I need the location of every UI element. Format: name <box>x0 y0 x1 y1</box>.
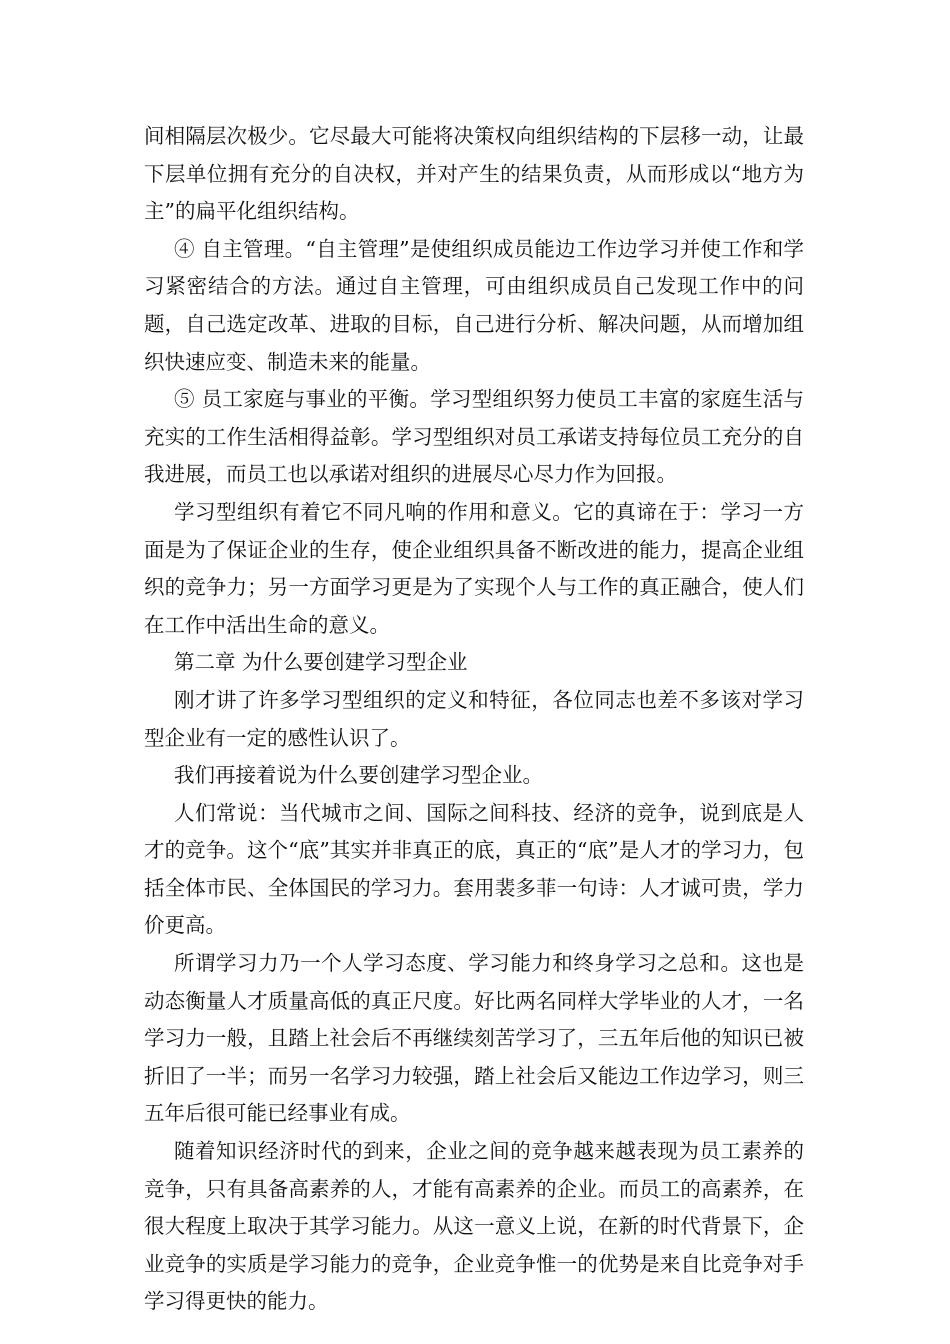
paragraph-continuation: 间相隔层次极少。它尽最大可能将决策权向组织结构的下层移一动，让最下层单位拥有充分的自决权，并对产生的结果负责，从而形成以“地方为主”的扁平化组织结构。 <box>144 124 804 224</box>
paragraph-learning-power: 所谓学习力乃一个人学习态度、学习能力和终身学习之总和。这也是动态衡量人才质量高低的真正尺度。好比两名同样大学毕业的人才，一名学习力一般，且踏上社会后不再继续刻苦学习了，三五年后他的知识已被折旧了一半；而另一名学习力较强，踏上社会后又能边工作边学习，则三五年后很可能已经事业有成。 <box>144 951 804 1126</box>
paragraph-intro: 刚才讲了许多学习型组织的定义和特征，各位同志也差不多该对学习型企业有一定的感性认识了。 <box>144 687 804 750</box>
paragraph-knowledge-economy: 随着知识经济时代的到来，企业之间的竞争越来越表现为员工素养的竞争，只有具备高素养的人，才能有高素养的企业。而员工的高素养，在很大程度上取决于其学习能力。从这一意义上说，在新的时代背景下，企业竞争的实质是学习能力的竞争，企业竞争惟一的优势是来自比竞争对手学习得更快的能力。 <box>144 1139 804 1314</box>
paragraph-transition: 我们再接着说为什么要创建学习型企业。 <box>174 763 543 788</box>
paragraph-significance: 学习型组织有着它不同凡响的作用和意义。它的真谛在于：学习一方面是为了保证企业的生存，使企业组织具备不断改进的能力，提高企业组织的竞争力；另一方面学习更是为了实现个人与工作的真正融合，使人们在工作中活出生命的意义。 <box>144 499 804 637</box>
paragraph-talent-competition: 人们常说：当代城市之间、国际之间科技、经济的竞争，说到底是人才的竞争。这个“底”其实并非真正的底，真正的“底”是人才的学习力，包括全体市民、全体国民的学习力。套用裴多菲一句诗：人才诚可贵，学力价更高。 <box>144 800 804 938</box>
document-body <box>144 118 804 1321</box>
chapter-heading: 第二章 为什么要创建学习型企业 <box>174 650 468 675</box>
paragraph-self-management: ④ 自主管理。“自主管理”是使组织成员能边工作边学习并使工作和学习紧密结合的方法。通过自主管理，可由组织成员自己发现工作中的问题，自己选定改革、进取的目标，自己进行分析、解决问题，从而增加组织快速应变、制造未来的能量。 <box>144 236 804 374</box>
paragraph-work-life-balance: ⑤ 员工家庭与事业的平衡。学习型组织努力使员工丰富的家庭生活与充实的工作生活相得益彰。学习型组织对员工承诺支持每位员工充分的自我进展，而员工也以承诺对组织的进展尽心尽力作为回报。 <box>144 387 804 487</box>
